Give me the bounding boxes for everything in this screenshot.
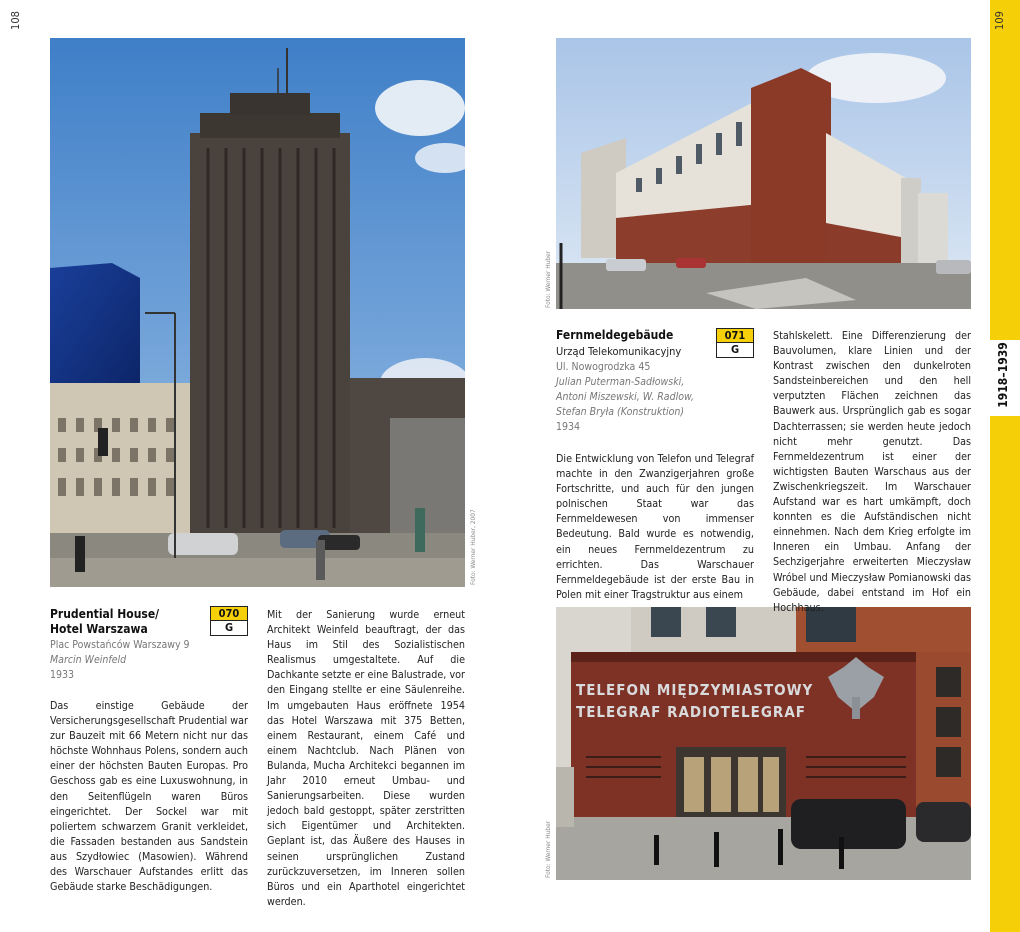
photo-fernmeldegebaeude-facade (556, 607, 971, 880)
photo-prudential-house (50, 38, 465, 587)
section-tab-label: 1918–1939 (996, 342, 1010, 408)
entry-070-text-col1: Das einstige Gebäude der Versicherungsgesellschaft Prudential war zur Bauzeit mit 66 Metern nicht nur das höchste Wohnhaus Polens, sondern auch einer der höchsten Bauten Europas. Pro Geschoss gab es eine Luxuswohnung, in den Seitenflügeln waren Büros eingerichtet. Der Sockel war mit poliertem schwarzem Granit verkleidet, die Fassaden bestanden aus Sandstein aus Szydłowiec (Masowien). Während des Warschauer Aufstandes erlitt das Gebäude starke Beschädigungen. (50, 699, 248, 894)
entry-071-text-col2: Stahlskelett. Eine Differenzierung der Bauvolumen, klare Linien und der Kontrast zwischen den dunkelroten Sandsteinbereichen und den hell verputzten Flächen zeichnen das Bauwerk aus. Ursprünglich gab es sogar Dachterrassen; sie werden heute jedoch nicht mehr genutzt. Das Fernmeldezentrum ist einer der wichtigsten Bauten Warschaus aus der Zwischenkriegszeit. Im Warschauer Aufstand war es hart umkämpft, doch konnten es die Aufständischen nicht einnehmen. Nach dem Krieg erfolgte im Inneren ein Umbau. Anfang der Sechzigerjahre erweiterten Mieczysław Wróbel und Mieczysław Pomianowski das Gebäude, dabei entstand im Hof ein Hochhaus. (773, 329, 971, 614)
page-number-left: 108 (8, 11, 22, 30)
entry-071-category: G (716, 343, 754, 358)
entry-071-architects-3 (556, 405, 684, 420)
entry-071-architects-1-text: Julian Puterman-Sadłowski, (556, 376, 685, 388)
entry-071-number: 071 (716, 328, 754, 343)
entry-071-architects-2 (556, 390, 694, 405)
sign-line-2: TELEGRAF RADIOTELEGRAF (576, 703, 806, 721)
photo-credit-071-top: Foto: Werner Huber (544, 250, 552, 308)
entry-070-text-col2: Mit der Sanierung wurde erneut Architekt Weinfeld beauftragt, der das Haus im Stil des Sozialistischen Realismus umgestaltete. Auf die Dachkante setzte er eine Balustrade, vor den Eingang stellte er eine Säulenreihe. Im umgebauten Haus eröffnete 1954 das Hotel Warszawa mit 375 Betten, einem Restaurant, einem Café und einem Nachtclub. Nach Plänen von Bulanda, Mucha Architekci begannen im Jahr 2010 erneut Umbau- und Sanierungsarbeiten. Diese wurden jedoch bald gestoppt, später zerstritten sich Eigentümer und Architekten. Geplant ist, das Äußere des Hauses in seinen ursprünglichen Zustand zurückzuversetzen, im Inneren sollen Büros und ein Aparthotel eingerichtet werden. (267, 608, 465, 908)
entry-071-subtitle: Urząd Telekomunikacyjny (556, 345, 682, 358)
entry-070-title-line2: Hotel Warszawa (50, 622, 148, 636)
entry-071-badge (716, 328, 754, 358)
entry-070-number: 070 (210, 606, 248, 621)
entry-070-address: Plac Powstańców Warszawy 9 (50, 639, 190, 651)
entry-071-address: Ul. Nowogrodzka 45 (556, 361, 651, 373)
photo-credit-070: Foto: Werner Huber, 2007 (469, 509, 477, 585)
entry-070-architect (50, 653, 126, 668)
entry-070-category: G (210, 621, 248, 636)
page-number-right: 109 (992, 11, 1006, 30)
entry-070-architect-text: Marcin Weinfeld (50, 654, 127, 666)
entry-071-year: 1934 (556, 421, 581, 433)
entry-070-title-line1: Prudential House/ (50, 607, 160, 621)
entry-071-text-col1: Die Entwicklung von Telefon und Telegraf machte in den Zwanzigerjahren große Fortschritte, und auch für den jungen polnischen Staat war das Fernmeldewesen von immenser Bedeutung. Bald wurde es notwendig, ein neues Fernmeldezentrum zu errichten. Das Warschauer Fernmeldegebäude ist der erste Bau in Polen mit einer Tragstruktur aus einem (556, 452, 754, 601)
entry-071-architects-3-text: Stefan Bryła (Konstruktion) (556, 406, 685, 418)
sign-line-1: TELEFON MIĘDZYMIASTOWY (576, 681, 814, 699)
entry-071-architects-1 (556, 375, 684, 390)
entry-071-title: Fernmeldegebäude (556, 328, 674, 342)
photo-fernmeldegebaeude (556, 38, 971, 309)
entry-071-architects-2-text: Antoni Miszewski, W. Radlow, (556, 391, 695, 403)
section-tab-bar (990, 0, 1020, 932)
entry-070-badge (210, 606, 248, 636)
photo-credit-071-bottom: Foto: Werner Huber (544, 820, 552, 878)
entry-070-year: 1933 (50, 669, 75, 681)
